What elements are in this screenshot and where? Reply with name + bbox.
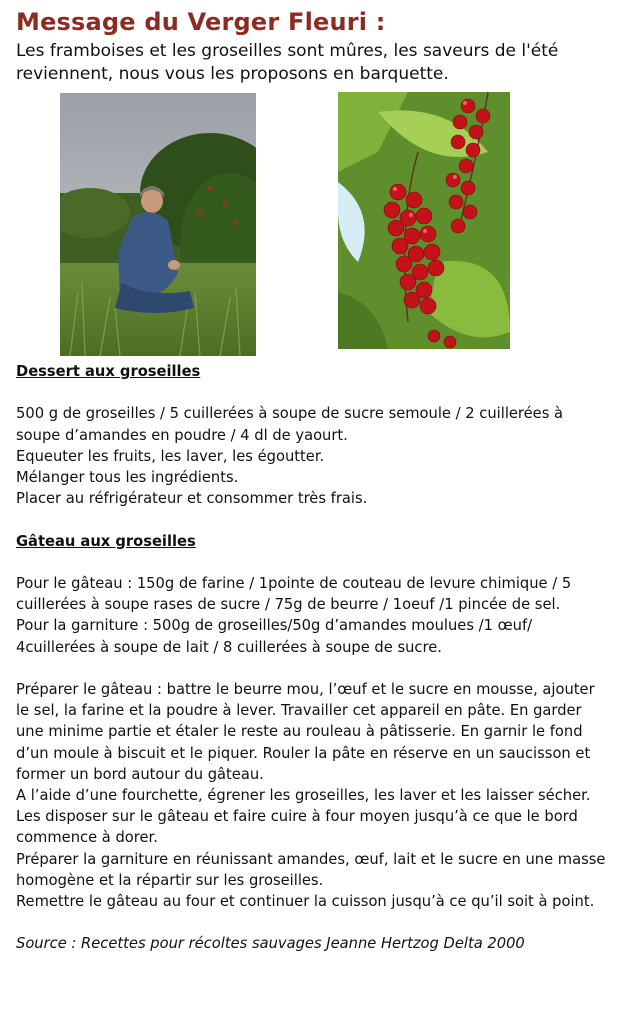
gateau-step: Préparer le gâteau : battre le beurre mou, l’œuf et le sucre en mousse, ajouter le sel, la farine et la poudre à lever. Travailler cet appareil en pâte. En garder une minime partie et étaler le reste au rouleau à pâtisserie. En garnir le fond d’un moule à biscuit et le piquer. Rouler la pâte en réserve en un saucisson et former un bord autour du gâteau. bbox=[16, 680, 595, 783]
page-title: Message du Verger Fleuri : bbox=[16, 8, 386, 36]
dessert-ingredients: 500 g de groseilles / 5 cuillerées à soupe de sucre semoule / 2 cuillerées à soupe d’amandes en poudre / 4 dl de yaourt. bbox=[16, 405, 564, 444]
intro-text: Les framboises et les groseilles sont mûres, les saveurs de l'été reviennent, nous vous les proposons en barquette. bbox=[16, 41, 559, 84]
currant-photo bbox=[338, 92, 510, 349]
gateau-ingredients-cake: Pour le gâteau : 150g de farine / 1pointe de couteau de levure chimique / 5 cuillerées à soupe rases de sucre / 75g de beurre / 1oeuf /1 pincée de sel. bbox=[16, 574, 572, 614]
dessert-step: Mélanger tous les ingrédients. bbox=[16, 469, 239, 486]
gateau-heading: Gâteau aux groseilles bbox=[16, 532, 196, 550]
gateau-step: A l’aide d’une fourchette, égrener les groseilles, les laver et les laisser sécher. Les disposer sur le gâteau et faire cuire à four moyen jusqu’à ce que le bord commence à dorer. bbox=[16, 787, 591, 847]
source-citation: Source : Recettes pour récoltes sauvages Jeanne Hertzog Delta 2000 bbox=[16, 935, 525, 953]
person-photo bbox=[60, 93, 256, 356]
dessert-step: Placer au réfrigérateur et consommer très frais. bbox=[16, 490, 368, 508]
dessert-step: Equeuter les fruits, les laver, les égoutter. bbox=[16, 447, 325, 465]
gateau-step: Remettre le gâteau au four et continuer la cuisson jusqu’à ce qu’il soit à point. bbox=[16, 893, 595, 911]
gateau-ingredients-topping: Pour la garniture : 500g de groseilles/50g d’amandes moulues /1 œuf/ 4cuillerées à soupe de lait / 8 cuillerées à soupe de sucre. bbox=[16, 617, 533, 656]
dessert-heading: Dessert aux groseilles bbox=[16, 363, 201, 380]
recipes bbox=[16, 361, 612, 955]
gateau-step: Préparer la garniture en réunissant amandes, œuf, lait et le sucre en une masse homogène et la répartir sur les groseilles. bbox=[16, 850, 606, 889]
